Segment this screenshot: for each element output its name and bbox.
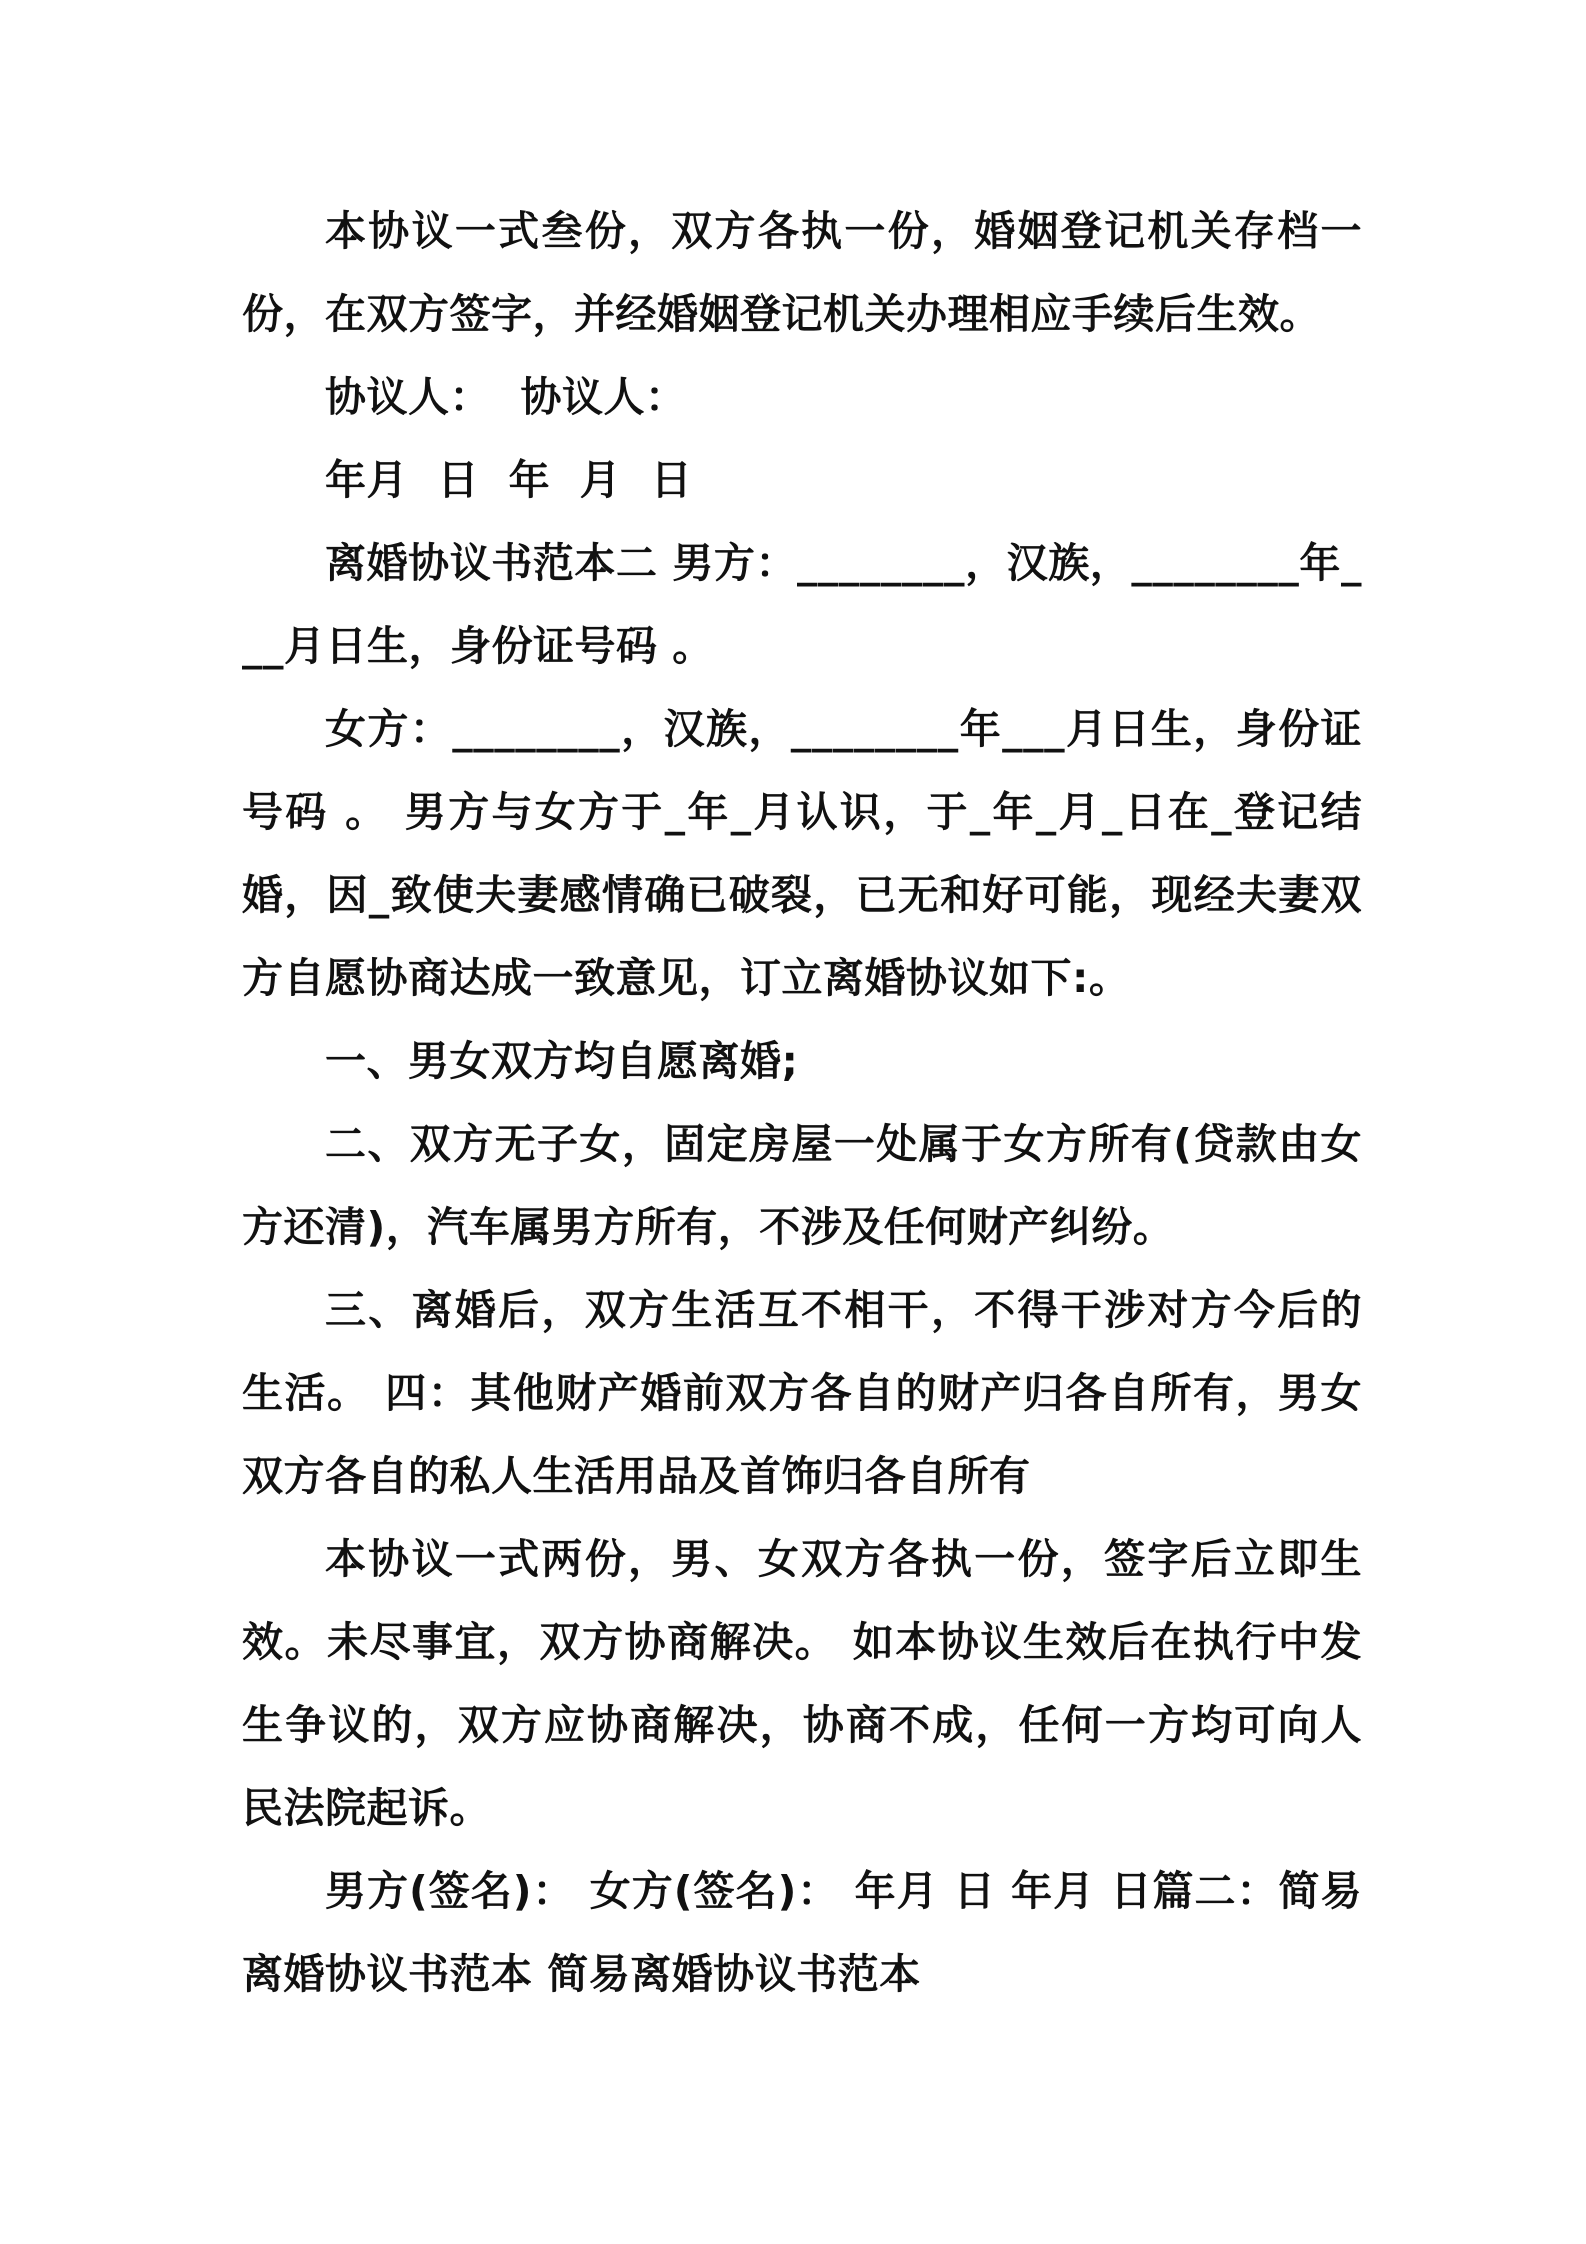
paragraph-sample-two-male: 离婚协议书范本二 男方：________，汉族，________年___月日生，身份证号码 。 <box>242 539 1362 670</box>
paragraph-clause-one: 一、男女双方均自愿离婚; <box>325 1037 799 1085</box>
paragraph-signatories: 协议人： 协议人： <box>325 373 687 421</box>
paragraph-copies-disputes: 本协议一式两份，男、女双方各执一份，签字后立即生效。未尽事宜，双方协商解决。 如本协议生效后在执行中发生争议的，双方应协商解决，协商不成，任何一方均可向人民法院起诉。 <box>242 1535 1362 1832</box>
document-body <box>242 190 1362 2016</box>
paragraph-clause-three-four: 三、离婚后，双方生活互不相干，不得干涉对方今后的生活。 四：其他财产婚前双方各自的财产归各自所有，男女双方各自的私人生活用品及首饰归各自所有 <box>242 1286 1362 1500</box>
paragraph-signatures: 男方(签名)： 女方(签名)： 年月 日 年月 日篇二：简易离婚协议书范本 简易离婚协议书范本 <box>242 1867 1362 1998</box>
paragraph-dates: 年月 日 年 月 日 <box>325 456 693 504</box>
paragraph-female-marriage: 女方：________，汉族，________年___月日生，身份证号码 。 男方与女方于_年_月认识，于_年_月_日在_登记结婚，因_致使夫妻感情确已破裂，已无和好可能，现经夫妻双方自愿协商达成一致意见，订立离婚协议如下:。 <box>242 705 1362 1002</box>
paragraph-clause-two: 二、双方无子女，固定房屋一处属于女方所有(贷款由女方还清)，汽车属男方所有，不涉及任何财产纠纷。 <box>242 1120 1362 1251</box>
paragraph-copies-effect: 本协议一式叁份，双方各执一份，婚姻登记机关存档一份，在双方签字，并经婚姻登记机关办理相应手续后生效。 <box>242 207 1362 338</box>
